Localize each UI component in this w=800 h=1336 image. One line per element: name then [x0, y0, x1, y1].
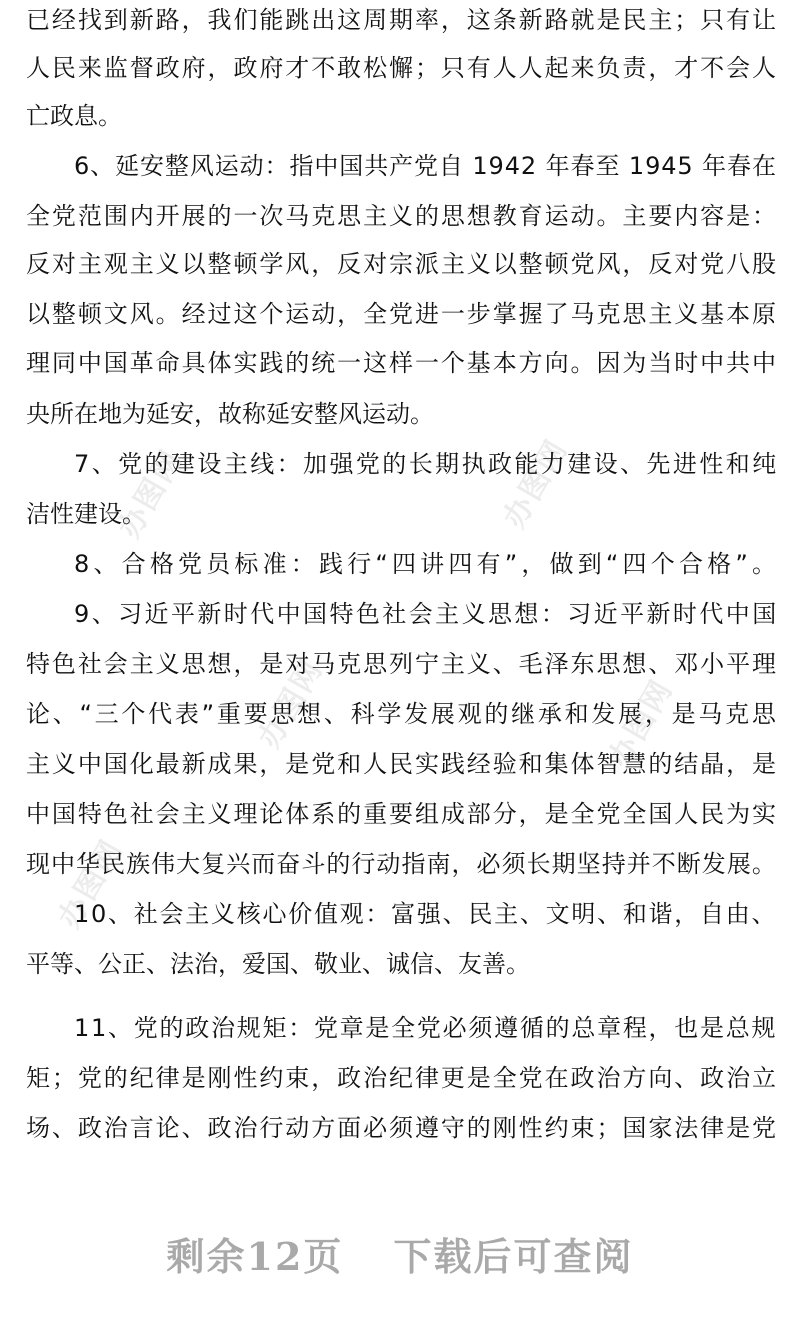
text-line: 央所在地为延安，故称延安整风运动。: [26, 400, 434, 428]
text-line: 中国特色社会主义理论体系的重要组成部分，是全党全国人民为实: [26, 800, 778, 828]
download-hint-label: 下载后可查阅: [393, 1234, 634, 1279]
text-line: 反对主观主义以整顿学风，反对宗派主义以整顿党风，反对党八股: [26, 250, 778, 278]
watermark-image: 办图网: [51, 833, 131, 935]
text-line: 人民来监督政府，政府才不敢松懈；只有人人起来负责，才不会人: [26, 54, 778, 82]
watermark-image: 办图网: [601, 673, 681, 775]
watermark-image: 办图网: [496, 433, 576, 535]
text-line: 场、政治言论、政治行动方面必须遵守的刚性约束；国家法律是党: [26, 1114, 778, 1142]
watermark-image: 办图网: [251, 653, 331, 755]
text-line: 已经找到新路，我们能跳出这周期率，这条新路就是民主；只有让: [26, 6, 778, 34]
text-line: 7、党的建设主线：加强党的长期执政能力建设、先进性和纯: [74, 450, 779, 478]
text-line: 主义中国化最新成果，是党和人民实践经验和集体智慧的结晶，是: [26, 750, 778, 778]
text-line: 亡政息。: [26, 102, 122, 130]
text-line: 平等、公正、法治，爱国、敬业、诚信、友善。: [26, 950, 530, 978]
remaining-pages-label: 剩余12页: [166, 1234, 344, 1279]
text-line: 论、“三个代表”重要思想、科学发展观的继承和发展，是马克思: [26, 700, 779, 728]
text-line: 6、延安整风运动：指中国共产党自 1942 年春至 1945 年春在: [74, 152, 777, 180]
text-line: 矩；党的纪律是刚性约束，政治纪律更是全党在政治方向、政治立: [26, 1064, 778, 1092]
text-line: 全党范围内开展的一次马克思主义的思想教育运动。主要内容是：: [26, 202, 778, 230]
download-prompt[interactable]: [0, 1232, 800, 1282]
text-line: 9、习近平新时代中国特色社会主义思想：习近平新时代中国: [74, 600, 779, 628]
text-line: 现中华民族伟大复兴而奋斗的行动指南，必须长期坚持并不断发展。: [26, 850, 777, 878]
text-line: 10、社会主义核心价值观：富强、民主、文明、和谐，自由、: [74, 900, 778, 928]
text-line: 11、党的政治规矩：党章是全党必须遵循的总章程，也是总规: [74, 1014, 778, 1042]
text-line: 理同中国革命具体实践的统一这样一个基本方向。因为当时中共中: [26, 349, 778, 377]
text-line: 以整顿文风。经过这个运动，全党进一步掌握了马克思主义基本原: [26, 300, 778, 328]
text-line: 洁性建设。: [26, 500, 146, 528]
watermark-image: 办图网: [111, 443, 191, 545]
text-line: 特色社会主义思想，是对马克思列宁主义、毛泽东思想、邓小平理: [26, 650, 778, 678]
text-line: 8、合格党员标准：践行“四讲四有”，做到“四个合格”。: [74, 550, 781, 578]
